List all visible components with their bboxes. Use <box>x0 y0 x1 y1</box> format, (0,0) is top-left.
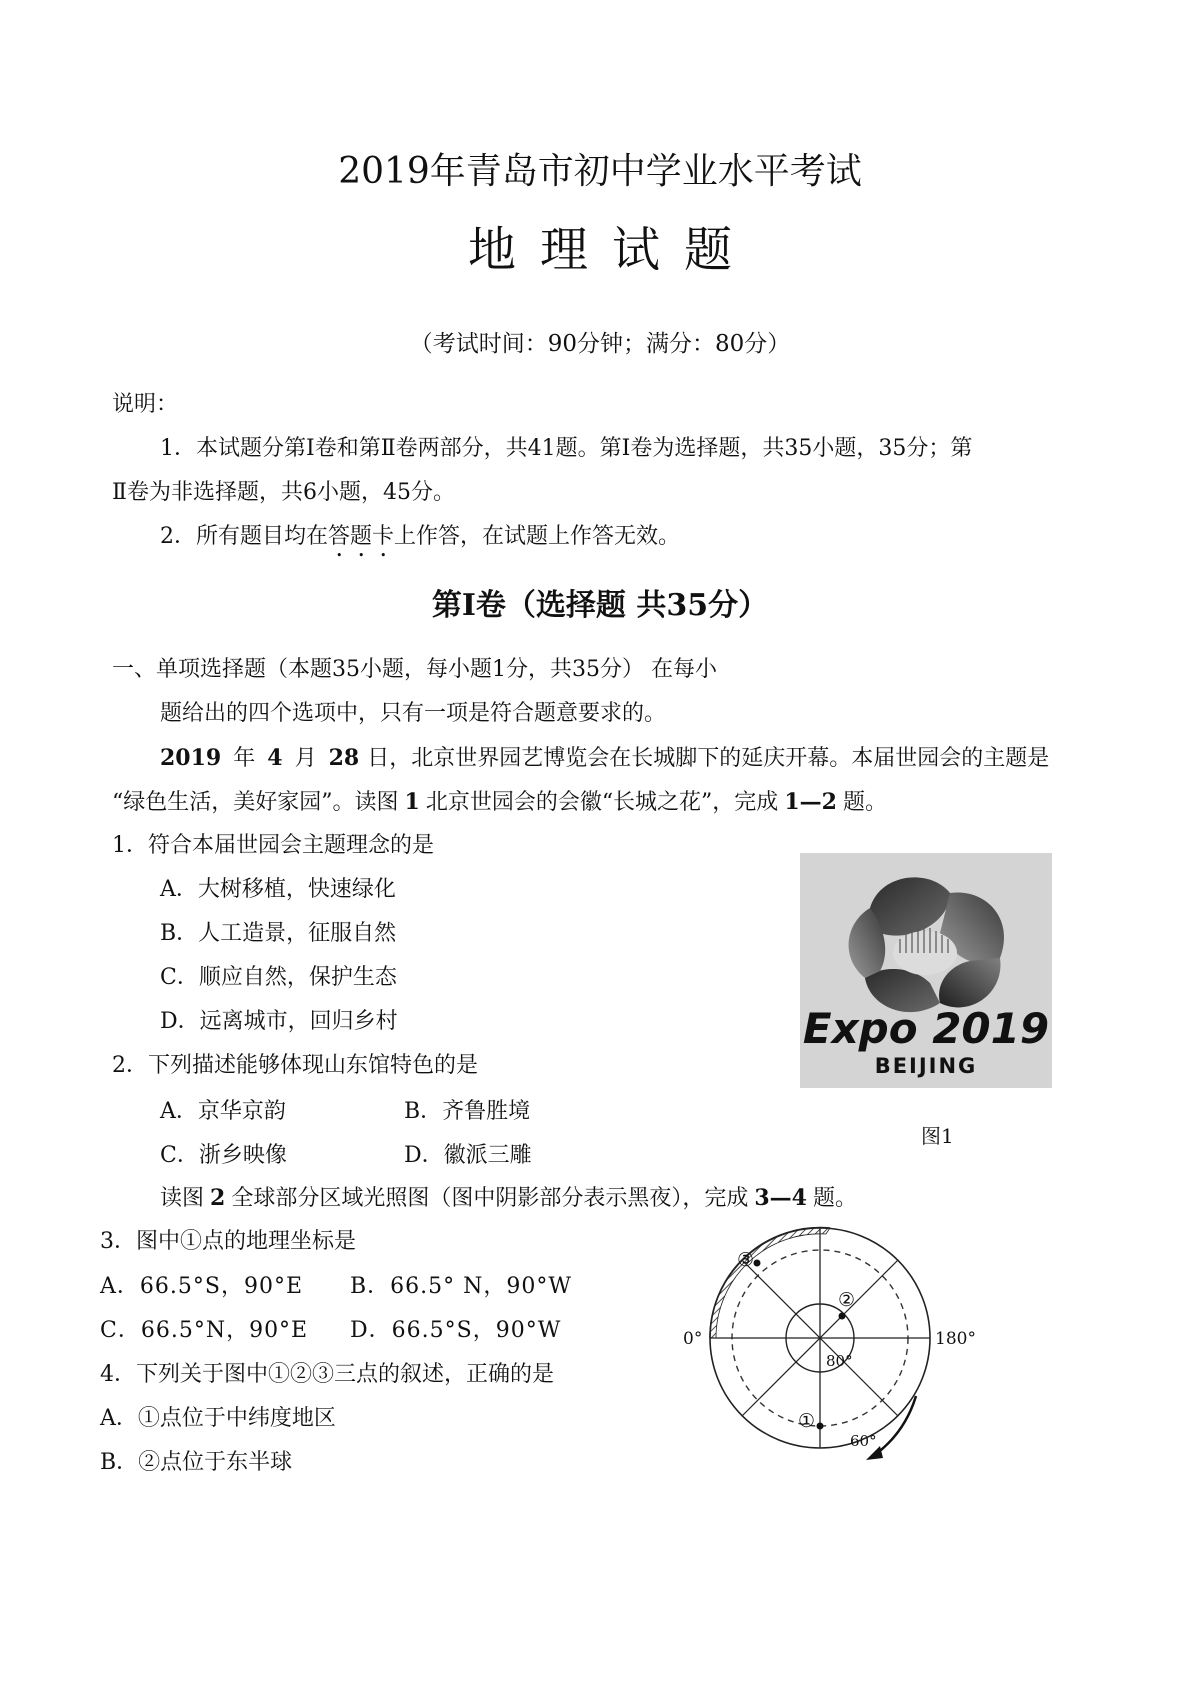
q3-option-a: A．66.5°S，90°E <box>100 1274 303 1299</box>
section-instruction-a: 一、单项选择题（本题35小题，每小题1分，共35分） 在每小 <box>112 657 717 682</box>
figure1-caption: 图1 <box>921 1124 954 1148</box>
notes-line-2 <box>160 522 680 562</box>
intro1-day: 28 <box>328 745 360 771</box>
q1-option-c: C．顺应自然，保护生态 <box>160 965 397 990</box>
label-80-degree: 80° <box>826 1352 853 1370</box>
q4-option-b: B．②点位于东半球 <box>100 1450 293 1475</box>
q4-stem: 4．下列关于图中①②③三点的叙述，正确的是 <box>100 1362 554 1387</box>
intro2-b: 全球部分区域光照图（图中阴影部分表示黑夜），完成 <box>231 1186 749 1211</box>
intro1-line2-c: 题。 <box>842 790 887 815</box>
intro1-line-2 <box>112 787 887 818</box>
point-3-label: ③ <box>737 1249 755 1271</box>
notes-line-2-suffix: 上作答，在试题上作答无效。 <box>394 524 681 549</box>
intro2-line <box>160 1183 857 1214</box>
intro2-a: 读图 <box>160 1186 205 1211</box>
exam-time-score: （考试时间：90分钟；满分：80分） <box>409 331 791 357</box>
q3-option-c: C．66.5°N，90°E <box>100 1318 309 1343</box>
q1-option-a: A．大树移植，快速绿化 <box>160 877 396 902</box>
logo-expo-text: Expo 2019 <box>802 1004 1050 1053</box>
exam-title: 2019年青岛市初中学业水平考试 <box>338 151 862 192</box>
section-instruction-b: 题给出的四个选项中，只有一项是符合题意要求的。 <box>160 701 667 726</box>
logo-petal-top <box>870 877 950 935</box>
label-0-degree: 0° <box>683 1329 703 1349</box>
rotation-arrow-curve <box>876 1396 916 1454</box>
q3-option-b: B．66.5° N，90°W <box>350 1274 573 1299</box>
intro1-range: 1—2 <box>784 789 837 815</box>
part1-heading: 第Ⅰ卷（选择题 共35分） <box>431 588 769 623</box>
q3-option-d: D．66.5°S，90°W <box>350 1318 562 1343</box>
label-60-degree: 60° <box>850 1432 877 1450</box>
point-1-label: ① <box>798 1410 816 1432</box>
expo-logo-figure <box>800 853 1052 1088</box>
intro1-rest: 日，北京世界园艺博览会在长城脚下的延庆开幕。本届世园会的主题是 <box>367 746 1050 771</box>
point-1-marker <box>817 1423 824 1430</box>
illumination-diagram <box>680 1220 980 1470</box>
q1-option-d: D．远离城市，回归乡村 <box>160 1009 398 1034</box>
point-2-marker <box>839 1313 846 1320</box>
notes-line-2-prefix: 2．所有题目均在 <box>160 524 328 549</box>
logo-beijing-text: BEIJING <box>874 1054 978 1078</box>
intro2-fig-ref: 2 <box>210 1185 226 1211</box>
point-2-label: ② <box>838 1289 856 1311</box>
point-3-marker <box>754 1260 761 1267</box>
notes-heading: 说明： <box>112 392 179 417</box>
notes-line-1a: 1．本试题分第Ⅰ卷和第Ⅱ卷两部分，共41题。第Ⅰ卷为选择题，共35小题，35分；第 <box>160 436 973 461</box>
label-180-degree: 180° <box>935 1329 976 1349</box>
q2-option-c: C．浙乡映像 <box>160 1143 287 1168</box>
notes-line-2-emphasis: 答题卡 <box>328 524 395 549</box>
intro1-fig-ref: 1 <box>404 789 420 815</box>
q2-stem: 2．下列描述能够体现山东馆特色的是 <box>112 1053 478 1078</box>
intro1-month-char: 月 <box>294 746 317 771</box>
subject-title: 地理试题 <box>467 222 756 278</box>
q4-option-a: A．①点位于中纬度地区 <box>100 1406 336 1431</box>
intro1-month: 4 <box>267 745 283 771</box>
notes-line-1b: Ⅱ卷为非选择题，共6小题，45分。 <box>112 480 455 505</box>
intro1-line2-b: 北京世园会的会徽“长城之花”，完成 <box>425 790 779 815</box>
intro1-line2-a: “绿色生活，美好家园”。读图 <box>112 790 399 815</box>
q2-option-b: B．齐鲁胜境 <box>404 1099 531 1124</box>
q3-stem: 3．图中①点的地理坐标是 <box>100 1229 356 1254</box>
intro2-c: 题。 <box>812 1186 857 1211</box>
intro1-year-char: 年 <box>233 746 256 771</box>
intro1-line-1 <box>160 743 1049 774</box>
intro1-year: 2019 <box>160 745 222 771</box>
expo-flower-logo <box>800 853 1052 1088</box>
q1-stem: 1．符合本届世园会主题理念的是 <box>112 833 434 858</box>
q1-option-b: B．人工造景，征服自然 <box>160 921 397 946</box>
night-shade-region <box>710 1228 830 1338</box>
intro2-range: 3—4 <box>754 1185 807 1211</box>
q2-option-a: A．京华京韵 <box>160 1099 286 1124</box>
q2-option-d: D．徽派三雕 <box>404 1143 532 1168</box>
